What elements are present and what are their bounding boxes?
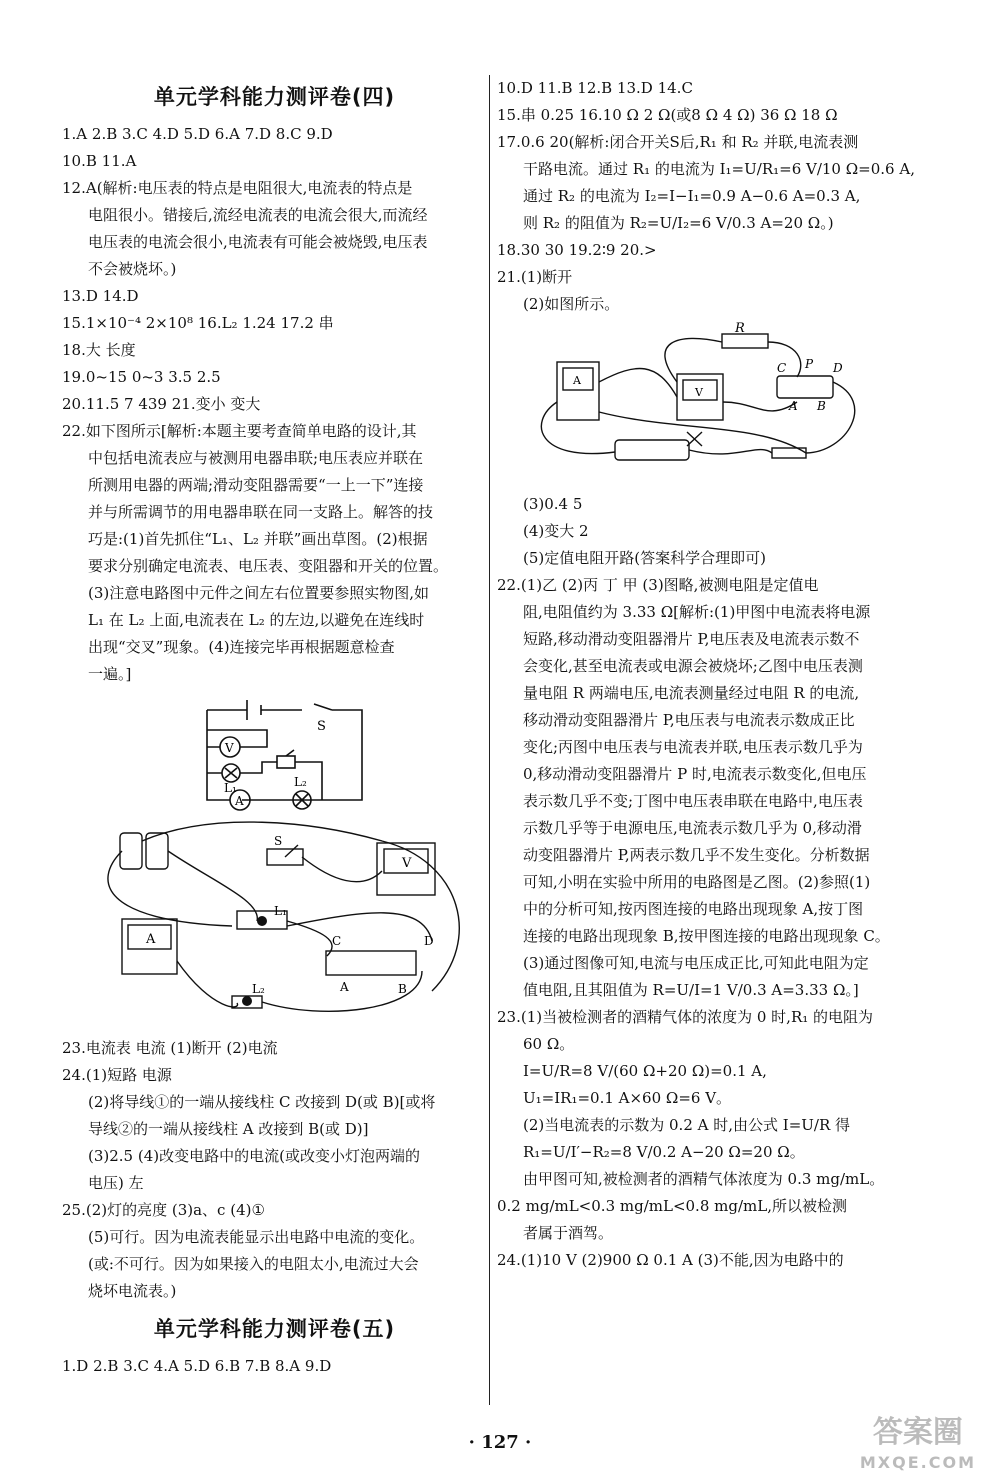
answer-line: 18.30 30 19.2∶9 20.> [497, 241, 657, 259]
answer-line: 通过 R₂ 的电流为 I₂=I−I₁=0.9 A−0.6 A=0.3 A, [523, 187, 861, 205]
answer-line: 所测用电器的两端;滑动变阻器需要“一上一下”连接 [88, 476, 424, 494]
answer-line: (5)可行。因为电流表能显示出电路中电流的变化。 [88, 1228, 425, 1246]
q21-b-label: B [817, 399, 826, 413]
answer-line: 动变阻器滑片 P,两表示数几乎不发生变化。分析数据 [523, 846, 870, 864]
answer-line: 12.A(解析:电压表的特点是电阻很大,电流表的特点是 [62, 179, 413, 197]
answer-line: 会变化,甚至电流表或电源会被烧坏;乙图中电压表测 [523, 657, 863, 675]
answer-line: 巧是:(1)首先抓住“L₁、L₂ 并联”画出草图。(2)根据 [88, 530, 428, 548]
answer-line: 电阻很小。错接后,流经电流表的电流会很大,而流经 [88, 206, 428, 224]
answer-line: U₁=IR₁=0.1 A×60 Ω=6 V。 [523, 1089, 732, 1107]
phys-l2-label: L₂ [252, 982, 265, 996]
physical-circuit [62, 821, 487, 1031]
answer-line: (或:不可行。因为如果接入的电阻太小,电流过大会 [88, 1255, 419, 1273]
phys-l1-label: L₁ [274, 904, 287, 918]
page-number: · 127 · [468, 1432, 532, 1453]
answer-line: 要求分别确定电流表、电压表、变阻器和开关的位置。 [88, 557, 449, 575]
phys-voltmeter-label: V [402, 856, 412, 871]
answer-line: 烧坏电流表。) [88, 1282, 177, 1300]
answer-line: 22.如下图所示[解析:本题主要考查简单电路的设计,其 [62, 422, 417, 440]
answer-line: 则 R₂ 的阻值为 R₂=U/I₂=6 V/0.3 A=20 Ω。) [523, 214, 834, 232]
answer-line: 15.1×10⁻⁴ 2×10⁸ 16.L₂ 1.24 17.2 串 [62, 314, 334, 332]
answer-line: 者属于酒驾。 [523, 1224, 614, 1242]
answer-line: (3)通过图像可知,电流与电压成正比,可知此电阻为定 [523, 954, 869, 972]
answer-line: 19.0~15 0~3 3.5 2.5 [62, 368, 221, 386]
answer-line: 24.(1)短路 电源 [62, 1066, 172, 1084]
q21-c-label: C [777, 361, 787, 375]
answer-line: (2)将导线①的一端从接线柱 C 改接到 D(或 B)[或将 [88, 1093, 436, 1111]
phys-ammeter-label: A [146, 932, 156, 947]
physical-circuit-figure [62, 821, 487, 1031]
answer-line: 20.11.5 7 439 21.变小 变大 [62, 395, 261, 413]
answer-line: 24.(1)10 V (2)900 Ω 0.1 A (3)不能,因为电路中的 [497, 1251, 844, 1269]
answer-line: 25.(2)灯的亮度 (3)a、c (4)① [62, 1201, 265, 1219]
ammeter-label: A [235, 794, 244, 808]
answer-line: 表示数几乎不变;丁图中电压表串联在电路中,电压表 [523, 792, 863, 810]
answer-line: 量电阻 R 两端电压,电流表测量经过电阻 R 的电流, [523, 684, 860, 702]
answer-line: 0,移动滑动变阻器滑片 P 时,电流表示数变化,但电压 [523, 765, 867, 783]
q21-ammeter-label: A [573, 374, 581, 387]
l2-label: L₂ [294, 775, 307, 789]
answer-line: 电压表的电流会很小,电流表有可能会被烧毁,电压表 [88, 233, 428, 251]
answer-line: 60 Ω。 [523, 1035, 575, 1053]
answer-line: 中包括电流表应与被测用电器串联;电压表应并联在 [88, 449, 424, 467]
section-title-5: 单元学科能力测评卷(五) [153, 1317, 396, 1341]
answer-line: L₁ 在 L₂ 上面,电流表在 L₂ 的左边,以避免在连线时 [88, 611, 425, 629]
q21-figure [497, 322, 937, 487]
answer-line: 0.2 mg/mL<0.3 mg/mL<0.8 mg/mL,所以被检测 [497, 1197, 847, 1215]
left-answers-b [62, 1035, 487, 1305]
answer-line: 一遍。] [88, 665, 132, 683]
answer-line: 23.电流表 电流 (1)断开 (2)电流 [62, 1039, 278, 1057]
answer-line: 1.A 2.B 3.C 4.D 5.D 6.A 7.D 8.C 9.D [62, 125, 333, 143]
phys-b-label: B [398, 982, 407, 996]
watermark-logo [859, 1415, 976, 1478]
q21-physical-circuit [497, 322, 937, 487]
answer-line: (3)0.4 5 [523, 495, 583, 513]
voltmeter-label: V [225, 741, 234, 755]
answer-line: 由甲图可知,被检测者的酒精气体浓度为 0.3 mg/mL。 [523, 1170, 885, 1188]
q21-d-label: D [833, 361, 843, 375]
answer-line: (2)当电流表的示数为 0.2 A 时,由公式 I=U/R 得 [523, 1116, 851, 1134]
answer-line: 示数几乎等于电源电压,电流表示数几乎为 0,移动滑 [523, 819, 862, 837]
answer-line: 22.(1)乙 (2)丙 丁 甲 (3)图略,被测电阻是定值电 [497, 576, 819, 594]
answer-line: (5)定值电阻开路(答案科学合理即可) [523, 549, 766, 567]
answer-line: 并与所需调节的用电器串联在同一支路上。解答的技 [88, 503, 434, 521]
answer-line: 1.D 2.B 3.C 4.A 5.D 6.B 7.B 8.A 9.D [62, 1357, 332, 1375]
answer-line: 10.B 11.A [62, 152, 137, 170]
right-answers-b [497, 491, 937, 1274]
answer-line: 15.串 0.25 16.10 Ω 2 Ω(或8 Ω 4 Ω) 36 Ω 18 Ω [497, 106, 838, 124]
answer-line: 23.(1)当被检测者的酒精气体的浓度为 0 时,R₁ 的电阻为 [497, 1008, 874, 1026]
schematic-figure [62, 692, 487, 817]
answer-line: 17.0.6 20(解析:闭合开关S后,R₁ 和 R₂ 并联,电流表测 [497, 133, 859, 151]
answer-line: 干路电流。通过 R₁ 的电流为 I₁=U/R₁=6 V/10 Ω=0.6 A, [523, 160, 915, 178]
switch-label: S [317, 719, 326, 734]
q21-a-label: A [789, 399, 798, 413]
answer-line: 出现“交叉”现象。(4)连接完毕再根据题意检查 [88, 638, 395, 656]
answer-line: (4)变大 2 [523, 522, 589, 540]
answer-line: 导线②的一端从接线柱 A 改接到 B(或 D)] [88, 1120, 369, 1138]
answer-line: 可知,小明在实验中所用的电路图是乙图。(2)参照(1) [523, 873, 871, 891]
right-column [497, 75, 937, 1274]
q21-r-label: R [735, 322, 745, 336]
column-divider [489, 75, 490, 1405]
l1-label: L₁ [224, 781, 237, 795]
answer-line: 21.(1)断开 [497, 268, 573, 286]
phys-switch-label: S [274, 834, 283, 848]
answer-line: R₁=U/I′−R₂=8 V/0.2 A−20 Ω=20 Ω。 [523, 1143, 805, 1161]
answer-line: 电压) 左 [88, 1174, 144, 1192]
answer-line: I=U/R=8 V/(60 Ω+20 Ω)=0.1 A, [523, 1062, 767, 1080]
q21-voltmeter-label: V [695, 386, 703, 399]
phys-d-label: D [424, 934, 434, 948]
answer-line: 18.大 长度 [62, 341, 136, 359]
answer-line: 短路,移动滑动变阻器滑片 P,电压表及电流表示数不 [523, 630, 860, 648]
q21-p-label: P [805, 357, 814, 371]
section-title-4: 单元学科能力测评卷(四) [153, 85, 396, 109]
answer-line: 不会被烧坏。) [88, 260, 177, 278]
answer-line: (3)2.5 (4)改变电路中的电流(或改变小灯泡两端的 [88, 1147, 420, 1165]
answer-line: 连接的电路出现现象 B,按甲图连接的电路出现现象 C。 [523, 927, 890, 945]
answer-line: (2)如图所示。 [523, 295, 620, 313]
left-column [62, 75, 487, 1380]
left-answers-a [62, 121, 487, 688]
right-answers-a [497, 75, 937, 318]
phys-c-label: C [332, 934, 342, 948]
phys-a-label: A [340, 980, 349, 994]
answer-line: 阻,电阻值约为 3.33 Ω[解析:(1)甲图中电流表将电源 [523, 603, 871, 621]
answer-line: 中的分析可知,按丙图连接的电路出现现象 A,按丁图 [523, 900, 864, 918]
watermark-bottom: MXQE.COM [859, 1453, 976, 1472]
answer-line: 值电阻,且其阻值为 R=U/I=1 V/0.3 A=3.33 Ω。] [523, 981, 859, 999]
answer-line: 13.D 14.D [62, 287, 139, 305]
answer-line: 移动滑动变阻器滑片 P,电压表与电流表示数成正比 [523, 711, 855, 729]
answer-line: 10.D 11.B 12.B 13.D 14.C [497, 79, 693, 97]
answer-line: (3)注意电路图中元件之间左右位置要参照实物图,如 [88, 584, 430, 602]
answer-line: 变化;丙图中电压表与电流表并联,电压表示数几乎为 [523, 738, 863, 756]
left-answers-c [62, 1353, 487, 1380]
circuit-schematic [62, 692, 487, 817]
watermark-top: 答案圈 [872, 1415, 963, 1450]
